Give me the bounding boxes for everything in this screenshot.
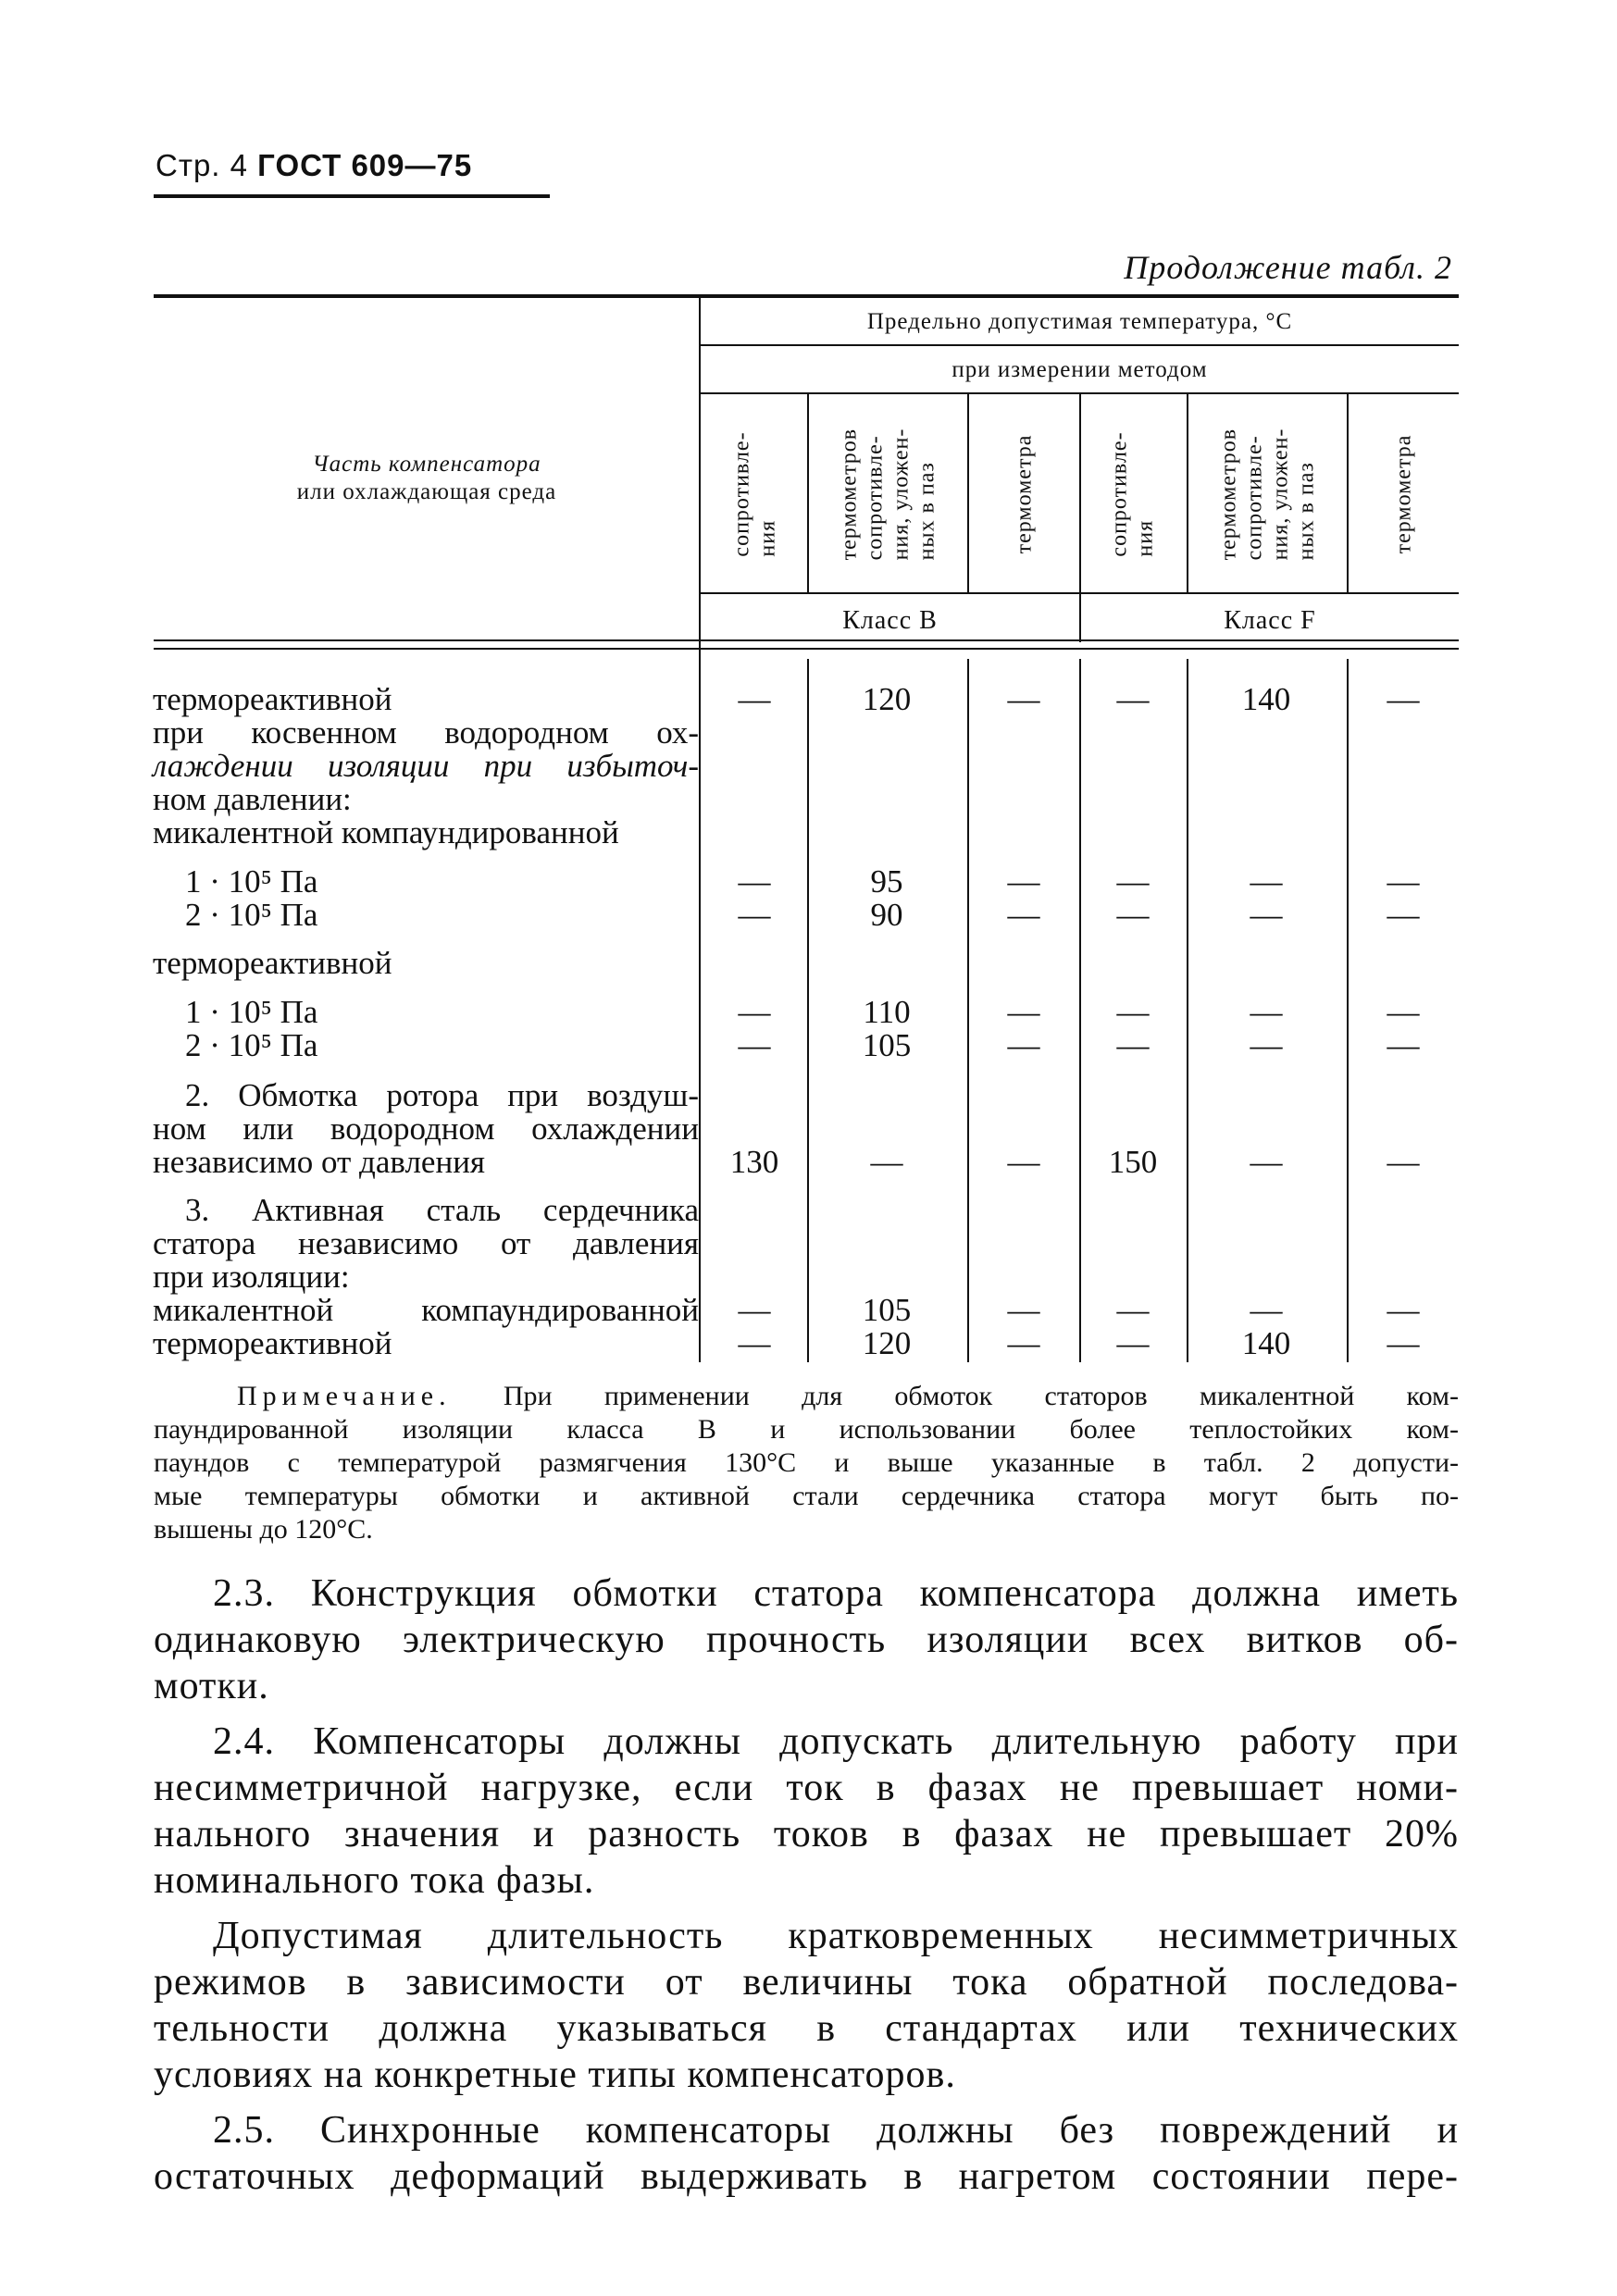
table-cell: 150 [1108,1144,1158,1180]
group-header-rule [701,344,1459,346]
table-cell: — [1116,681,1150,717]
table-cell: — [1007,1144,1040,1180]
row-label: независимо от давления [153,1144,486,1180]
body-col-divider-4 [1187,659,1188,1362]
table-cell: 105 [862,1292,912,1328]
para-2-4-line-2: несимметричной нагрузке, если ток в фазах не превышает номи- [154,1767,1459,1809]
table-caption: Продолжение табл. 2 [1124,249,1452,286]
para-2-4b-line-3: тельности должна указываться в стандартах или технических [154,2007,1459,2050]
table-cell: — [1116,1325,1150,1361]
part-header-line1: Часть компенсатора [312,452,541,477]
table-cell: — [1250,1027,1283,1063]
row-label: 3. Активная сталь сердечника [185,1192,699,1228]
table-cell: — [1250,897,1283,933]
row-label: термореактивной [153,1325,392,1361]
header-rule [154,194,550,198]
body-col-divider-2 [967,659,969,1362]
para-2-3-line-3: мотки. [154,1665,269,1707]
method-header-5 [1193,402,1341,587]
row-label: при косвенном водородном ох- [153,714,699,751]
table-cell: — [1387,1292,1420,1328]
para-2-3-line-2: одинаковую электрическую прочность изоляции всех витков об- [154,1619,1459,1661]
row-label: 1 · 10⁵ Па [185,863,318,900]
body-col-divider-1 [807,659,809,1362]
table-cell: — [1387,1325,1420,1361]
para-2-4-line-3: нального значения и разность токов в фазах не превышает 20% [154,1813,1459,1855]
method-header-text: термометра [1391,434,1415,554]
para-2-4b-line-2: режимов в зависимости от величины тока обратной последова- [154,1961,1459,2004]
method-header-text: термометров сопротивле- ния, уложен- ных в паз [1216,428,1318,561]
method-header: при измерении методом [952,357,1208,382]
table-cell: 105 [862,1027,912,1063]
row-label: ном давлении: [153,781,352,817]
row-label: лаждении изоляции при избыточ- [153,748,699,784]
page-label: Стр. 4 [155,148,248,182]
table-cell: — [1007,1292,1040,1328]
doc-code: ГОСТ 609—75 [257,148,473,182]
row-label: 2. Обмотка ротора при воздуш- [185,1077,699,1113]
table-cell: — [1007,1027,1040,1063]
table-cell: — [1387,1027,1420,1063]
table-cell: — [738,1325,771,1361]
method-header-text: сопротивле- ния [730,431,780,557]
table-cell: — [1387,994,1420,1030]
method-header-1 [681,402,829,587]
table-cell: — [738,681,771,717]
table-cell: — [1116,897,1150,933]
note-line-1 [237,1380,1459,1413]
method-header-4 [1059,402,1207,587]
table-cell: 130 [729,1144,779,1180]
header-bottom-rule-1 [154,639,1459,641]
method-header-text: термометров сопротивле- ния, уложен- ных в паз [837,428,939,561]
table-cell: — [1250,863,1283,900]
row-label: микалентной компаундированной [153,1292,699,1328]
method-header-6 [1329,402,1477,587]
class-b-label: Класс В [842,606,938,635]
row-label: ном или водородном охлаждении [153,1111,699,1147]
row-label: при изоляции: [153,1259,350,1295]
para-2-5-line-2: остаточных деформаций выдерживать в нагретом состоянии пере- [154,2155,1459,2198]
note-prefix: Примечание. [237,1381,452,1411]
table-cell: — [1007,1325,1040,1361]
table-cell: 120 [862,1325,912,1361]
running-head [155,148,472,183]
table-cell: — [1250,1292,1283,1328]
table-cell: — [1007,681,1040,717]
table-cell: — [1007,994,1040,1030]
row-label: 2 · 10⁵ Па [185,1027,318,1063]
part-header-line2: или охлаждающая среда [296,479,557,504]
table-cell: 140 [1241,1325,1291,1361]
table-cell: — [1007,897,1040,933]
table-cell: — [1250,994,1283,1030]
table-cell: — [1116,863,1150,900]
row-label: статора независимо от давления [153,1225,699,1261]
group-header: Предельно допустимая температура, °С [866,309,1293,334]
method-header-text: термометра [1012,434,1036,554]
table-cell: — [738,1027,771,1063]
table-cell: — [738,994,771,1030]
table-cell: — [1250,1144,1283,1180]
body-col-divider-5 [1347,659,1349,1362]
para-2-4b-line-1: Допустимая длительность кратковременных несимметричных [213,1915,1459,1957]
method-header-text: сопротивле- ния [1108,431,1158,557]
para-2-3-line-1: 2.3. Конструкция обмотки статора компенсатора должна иметь [213,1572,1459,1615]
table-cell: 140 [1241,681,1291,717]
table-cell: — [1387,897,1420,933]
note-line-5: вышены до 120°С. [154,1514,373,1545]
note-text: При применении для обмоток статоров микалентной ком- [503,1381,1460,1411]
header-bottom-rule-2 [154,648,1459,650]
part-column-header [159,451,694,506]
para-2-5-line-1: 2.5. Синхронные компенсаторы должны без повреждений и [213,2109,1459,2152]
table-cell: 95 [870,863,903,900]
table-cell: — [1116,994,1150,1030]
row-label: термореактивной [153,945,392,981]
table-cell: 120 [862,681,912,717]
table-cell: 90 [870,897,903,933]
note-line-2: паундированной изоляции класса В и использовании более теплостойких ком- [154,1414,1459,1445]
table-cell: — [1116,1292,1150,1328]
row-label: 1 · 10⁵ Па [185,994,318,1030]
row-label: термореактивной [153,681,392,717]
table-cell: — [1007,863,1040,900]
method-header-2 [814,402,962,587]
table-cell: — [1387,1144,1420,1180]
para-2-4-line-4: номинального тока фазы. [154,1859,595,1902]
note-line-4: мые температуры обмотки и активной стали сердечника статора могут быть по- [154,1481,1459,1511]
body-col-divider-3 [1079,659,1081,1362]
table-cell: 110 [863,994,911,1030]
table-cell: — [738,1292,771,1328]
table-cell: — [870,1144,903,1180]
table-cell: — [1116,1027,1150,1063]
para-2-4-line-1: 2.4. Компенсаторы должны допускать длительную работу при [213,1720,1459,1763]
table-cell: — [1387,863,1420,900]
para-2-4b-line-4: условиях на конкретные типы компенсаторов. [154,2054,956,2096]
class-f-label: Класс F [1224,606,1316,635]
table-cell: — [738,897,771,933]
note-line-3: паундов с температурой размягчения 130°С и выше указанные в табл. 2 допусти- [154,1447,1459,1478]
table-cell: — [1387,681,1420,717]
table-cell: — [738,863,771,900]
row-label: микалентной компаундированной [153,814,619,850]
table-top-rule [154,294,1459,298]
row-label: 2 · 10⁵ Па [185,897,318,933]
